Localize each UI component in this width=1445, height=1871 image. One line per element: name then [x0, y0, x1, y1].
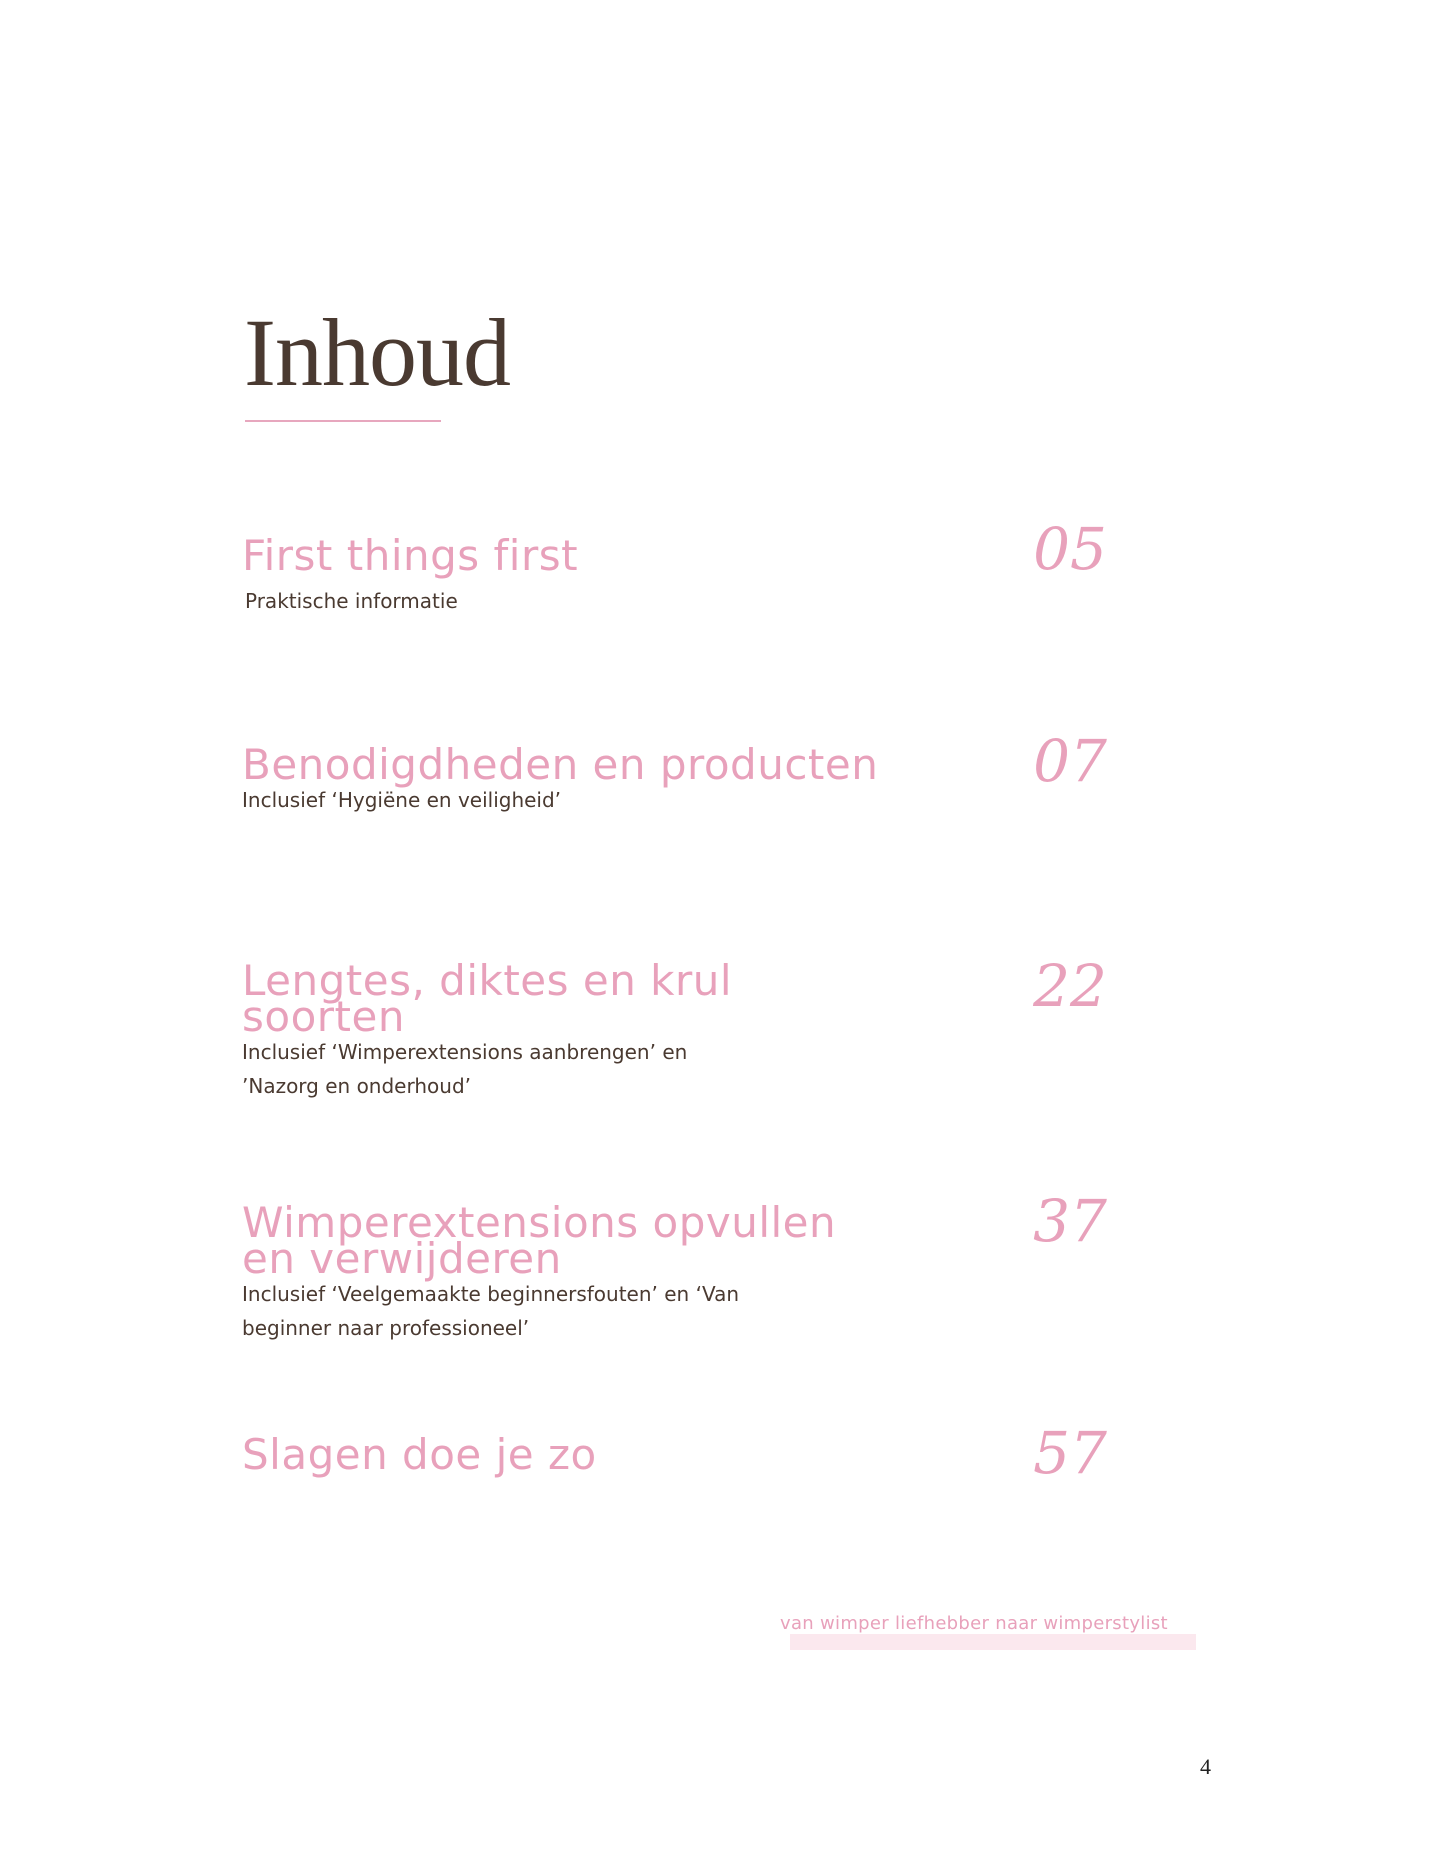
toc-page-number: 05	[1033, 515, 1107, 583]
page-number: 4	[1200, 1754, 1211, 1779]
toc-entry[interactable]	[242, 1198, 1062, 1345]
toc-heading: First things first	[242, 531, 579, 580]
toc-heading: Benodigdheden en producten	[242, 740, 879, 789]
toc-subtitle: Praktische informatie	[245, 589, 458, 613]
toc-page-number: 07	[1033, 727, 1107, 795]
toc-entry[interactable]	[242, 740, 1062, 817]
toc-page-number: 37	[1033, 1187, 1107, 1255]
toc-subtitle: Inclusief ‘Veelgemaakte beginnersfouten’ en ‘Van beginner naar professioneel’	[242, 1282, 740, 1340]
toc-page-number: 57	[1033, 1419, 1107, 1487]
toc-entry[interactable]	[242, 956, 1062, 1103]
toc-entry[interactable]	[242, 1430, 1062, 1479]
toc-subtitle: Inclusief ‘Wimperextensions aanbrengen’ en ’Nazorg en onderhoud’	[242, 1040, 688, 1098]
toc-heading: Slagen doe je zo	[242, 1430, 597, 1479]
tagline-highlight	[790, 1634, 1196, 1650]
toc-page-number: 22	[1033, 952, 1107, 1020]
tagline: van wimper liefhebber naar wimperstylist	[780, 1613, 1168, 1634]
page-title: Inhoud	[244, 299, 510, 406]
toc-entry[interactable]	[242, 531, 1062, 618]
toc-subtitle: Inclusief ‘Hygiëne en veiligheid’	[242, 788, 562, 812]
title-underline	[245, 420, 441, 422]
toc-heading: Lengtes, diktes en krul soorten	[242, 956, 733, 1041]
toc-heading: Wimperextensions opvullen en verwijderen	[242, 1198, 837, 1283]
